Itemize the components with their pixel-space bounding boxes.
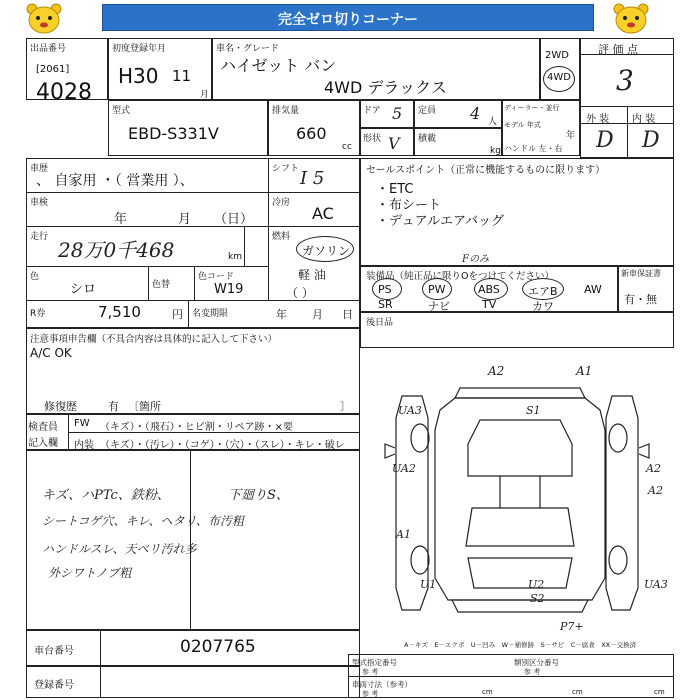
repair-close: 〕	[340, 400, 351, 413]
dims-cm-3: cm	[654, 688, 665, 696]
equipment-label: 装備品（純正品に限りOをつけてください）	[366, 271, 554, 282]
equip-aw: AW	[584, 283, 602, 296]
car-name-value: ハイゼット バン	[220, 56, 337, 75]
equip-tv: TV	[482, 298, 497, 311]
colorcode-label: 色コード	[198, 272, 235, 282]
damage-legend: A－キズ E－エクボ U－凹み W－補修跡 S－サビ C－腐食 XX－交換済	[404, 641, 637, 649]
title-limit-label: 名変期限	[192, 309, 229, 319]
inspection-day: （日）	[214, 212, 254, 227]
lot-number: 4028	[36, 80, 92, 105]
notes-text: A/C OK	[30, 346, 72, 360]
after-fit-cell	[360, 312, 674, 348]
reg-number-cell	[26, 666, 360, 698]
colorcode-value: W19	[214, 282, 244, 297]
first-reg-label: 初度登録年月	[112, 44, 167, 54]
fuel-gas: ガソリン	[302, 244, 351, 258]
sales-point-item: ・布シート	[376, 198, 442, 213]
damage-mark: U2	[528, 578, 545, 591]
type-cert-label: 型式指定番号	[352, 658, 397, 667]
doors-label: ドア	[363, 106, 381, 116]
car-grade-value: 4WD デラックス	[324, 78, 447, 97]
mascot-left-icon	[24, 2, 64, 36]
score-label: 評 価 点	[598, 43, 638, 56]
first-reg-era: H30	[118, 64, 159, 88]
div-history	[268, 158, 269, 192]
recycle-label: R券	[30, 309, 46, 319]
first-reg-unit: 月	[200, 90, 210, 100]
int-label: 内 装	[632, 114, 656, 125]
damage-mark: A2	[488, 364, 505, 378]
dims-cm-2: cm	[572, 688, 583, 696]
dealer-label: ディーラー・並行	[504, 104, 560, 112]
mascot-right-icon	[611, 2, 651, 36]
notes-label: 注意事項申告欄（不具合内容は具体的に記入して下さい）	[30, 334, 278, 345]
class-cert-label: 類別区分番号	[514, 658, 559, 667]
title-limit-day: 日	[342, 308, 353, 321]
handwritten-line: シートコゲ穴、キレ、ヘタリ、布汚粗	[42, 514, 244, 528]
equip-leather: カワ	[532, 300, 554, 313]
history-label: 車歴	[30, 164, 49, 174]
capacity-value: 4	[470, 104, 481, 123]
fuel-label: 燃料	[272, 232, 291, 242]
ext-value: D	[596, 128, 614, 153]
score-divider	[580, 54, 674, 55]
mileage-value: 28万0千468	[58, 238, 175, 262]
fuel-paren: （ ）	[286, 286, 314, 300]
equip-pw-circle	[422, 278, 452, 300]
handwritten-line: 外シワトノブ粗	[48, 566, 132, 580]
chassis-label: 車台番号	[34, 646, 74, 657]
repair-value: 有	[108, 400, 119, 413]
model-value: EBD-S331V	[128, 124, 219, 143]
dims-ref: 参 考	[362, 690, 379, 698]
type-cert-ref: 参 考	[362, 668, 379, 676]
mileage-label: 走行	[30, 232, 49, 242]
inspector-label-2: 記入欄	[28, 438, 58, 449]
ac-value: AC	[312, 204, 334, 223]
ac-label: 冷房	[272, 198, 291, 208]
history-value: 、 自家用 ・（ 営業用 ）、	[36, 173, 194, 189]
lot-label: 出品番号	[30, 44, 67, 54]
class-cert-ref: 参 考	[524, 668, 541, 676]
equip-abs: ABS	[478, 283, 500, 296]
inspection-label: 車検	[30, 198, 49, 208]
equipment-note: Fのみ	[462, 254, 489, 265]
row-line-2	[26, 226, 360, 227]
damage-mark: S1	[526, 404, 541, 417]
car-name-label: 車名・グレード	[216, 44, 280, 54]
damage-mark: UA2	[392, 462, 416, 475]
repair-suffix: 〔箇所	[128, 400, 161, 413]
load-unit: kg	[490, 146, 501, 156]
insp-row1: （キズ）・（飛石）・ヒビ割・リペア跡・×要	[100, 422, 293, 433]
div-recycle	[188, 300, 189, 328]
header-band	[102, 4, 594, 31]
mileage-unit: km	[228, 252, 242, 262]
model-year-label: モデル 年式	[504, 121, 541, 129]
row-line-4	[26, 300, 360, 301]
damage-mark: A2	[648, 484, 663, 497]
div-inspection	[268, 192, 269, 226]
sales-point-item: ・ETC	[376, 182, 414, 197]
damage-mark: A2	[646, 462, 661, 475]
chassis-value: 0207765	[180, 637, 256, 657]
title-limit-year: 年	[276, 308, 287, 321]
equip-airbag-circle	[522, 278, 564, 300]
title-limit-month: 月	[312, 308, 323, 321]
color-value: シロ	[70, 282, 97, 297]
div-fuel	[268, 226, 269, 300]
damage-mark: A1	[396, 528, 411, 541]
cert-mid	[348, 676, 674, 677]
recycle-value: 7,510	[98, 303, 141, 321]
handwritten-line: ハンドルスレ、天ベリ汚れ多	[42, 542, 197, 556]
load-label: 積載	[418, 134, 437, 144]
equip-ps: PS	[378, 283, 392, 296]
equip-sr: SR	[378, 298, 393, 311]
handle-label: ハンドル 左・右	[504, 144, 563, 153]
inspection-month: 月	[178, 212, 192, 227]
damage-mark: UA3	[398, 404, 422, 417]
capacity-label: 定員	[418, 106, 437, 116]
car-outline-svg	[360, 348, 674, 630]
first-reg-month: 11	[172, 67, 192, 85]
sales-point-item: ・デュアルエアバッグ	[376, 214, 505, 229]
reg-number-label: 登録番号	[34, 680, 74, 691]
score-split	[627, 106, 628, 158]
score-value: 3	[616, 64, 634, 97]
car-damage-diagram	[360, 348, 674, 630]
insp-row2-head: 内装	[74, 440, 94, 451]
model-label: 型式	[112, 106, 131, 116]
ext-label: 外 装	[586, 114, 610, 125]
handwritten-line: キズ、ハPTc、鉄粉、	[42, 488, 170, 503]
damage-mark: S2	[530, 592, 545, 605]
equip-navi: ナビ	[428, 300, 450, 313]
inspector-label-1: 検査員	[28, 422, 58, 433]
displacement-unit: cc	[342, 142, 352, 152]
div-mileage	[244, 226, 245, 266]
row-line-3	[26, 266, 268, 267]
drive-2wd: 2WD	[545, 50, 569, 61]
damage-mark: U1	[420, 578, 437, 591]
shape-label: 形状	[363, 134, 382, 144]
dims-cm-1: cm	[482, 688, 493, 696]
displacement-value: 660	[296, 124, 327, 143]
equip-airbag: エアB	[528, 285, 558, 298]
equip-ps-circle	[372, 278, 402, 300]
handwritten-line: 下廻りS、	[228, 488, 289, 503]
shift-label: シフト	[272, 164, 300, 174]
warranty-value: 有・無	[624, 293, 657, 306]
shift-value: I 5	[300, 168, 325, 189]
damage-mark: A1	[576, 364, 593, 378]
div-colorcode	[194, 266, 195, 300]
color-change-label: 色替	[152, 280, 171, 290]
inspection-year: 年	[114, 212, 128, 227]
equip-pw: PW	[428, 283, 446, 296]
doors-value: 5	[392, 104, 403, 123]
row-line-1	[26, 192, 360, 193]
fuel-diesel: 軽 油	[298, 268, 326, 282]
int-value: D	[642, 128, 660, 153]
div-color	[148, 266, 149, 300]
equip-abs-circle	[474, 278, 508, 300]
recycle-unit: 円	[172, 308, 183, 321]
damage-mark: P7+	[560, 620, 584, 633]
after-fit-label: 後日品	[366, 318, 394, 328]
insp-row2: （キズ）・（汚レ）・（コゲ）・（穴）・（スレ）・キレ・破レ	[100, 440, 345, 451]
shape-value: V	[388, 134, 400, 153]
lot-sub: [2061]	[36, 64, 70, 75]
dims-label: 車両寸法（参考）	[352, 680, 412, 689]
repair-label: 修復歴	[44, 400, 77, 413]
color-label: 色	[30, 272, 40, 282]
warranty-label: 新車保証書	[621, 269, 661, 278]
displacement-label: 排気量	[272, 106, 300, 116]
capacity-unit: 人	[488, 117, 498, 127]
page-title: 完全ゼロ切りコーナー	[278, 12, 418, 28]
damage-mark: UA3	[644, 578, 668, 591]
fuel-gas-circle	[296, 236, 354, 262]
insp-fw: FW	[74, 418, 90, 429]
drive-4wd: 4WD	[547, 72, 571, 83]
year-unit: 年	[566, 131, 576, 141]
sales-points-label: セールスポイント（正常に機能するものに限ります）	[366, 165, 606, 176]
